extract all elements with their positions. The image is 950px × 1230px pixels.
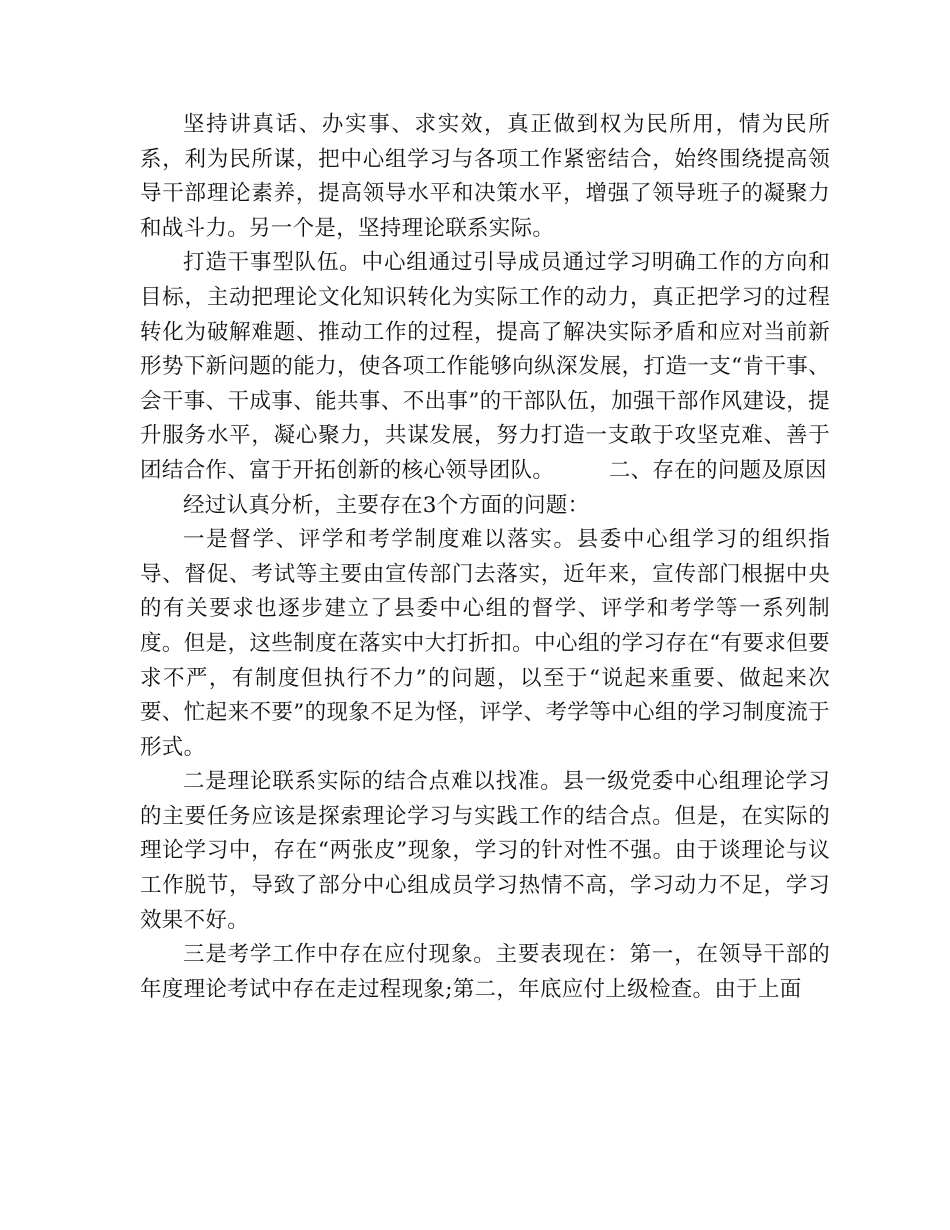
paragraph-5: 二是理论联系实际的结合点难以找准。县一级党委中心组理论学习的主要任务应该是探索理论学习与实践工作的结合点。但是，在实际的理论学习中，存在“两张皮”现象，学习的针对性不强。由于谈理论与议工作脱节，导致了部分中心组成员学习热情不高，学习动力不足，学习效果不好。 [140,769,830,933]
paragraph-6: 三是考学工作中存在应付现象。主要表现在：第一，在领导干部的年度理论考试中存在走过程现象;第二，年底应付上级检查。由于上面 [140,942,830,1002]
paragraph-3: 经过认真分析，主要存在3个方面的问题： [183,492,590,518]
paragraph-1: 坚持讲真话、办实事、求实效，真正做到权为民所用，情为民所系，利为民所谋，把中心组学习与各项工作紧密结合，始终围绕提高领导干部理论素养，提高领导水平和决策水平，增强了领导班子的凝聚力和战斗力。另一个是，坚持理论联系实际。 [140,112,830,241]
paragraph-2: 打造干事型队伍。中心组通过引导成员通过学习明确工作的方向和目标，主动把理论文化知识转化为实际工作的动力，真正把学习的过程转化为破解难题、推动工作的过程，提高了解决实际矛盾和应对当前新形势下新问题的能力，使各项工作能够向纵深发展，打造一支“肯干事、会干事、干成事、能共事、不出事”的干部队伍，加强干部作风建设，提升服务水平，凝心聚力，共谋发展，努力打造一支敢于攻坚克难、善于团结合作、富于开拓创新的核心领导团队。 二、存在的问题及原因 [140,250,830,483]
paragraph-4: 一是督学、评学和考学制度难以落实。县委中心组学习的组织指导、督促、考试等主要由宣传部门去落实，近年来，宣传部门根据中央的有关要求也逐步建立了县委中心组的督学、评学和考学等一系列制度。但是，这些制度在落实中大打折扣。中心组的学习存在“有要求但要求不严，有制度但执行不力”的问题，以至于“说起来重要、做起来次要、忙起来不要”的现象不足为怪，评学、考学等中心组的学习制度流于形式。 [140,527,830,760]
document-body [140,108,830,1007]
